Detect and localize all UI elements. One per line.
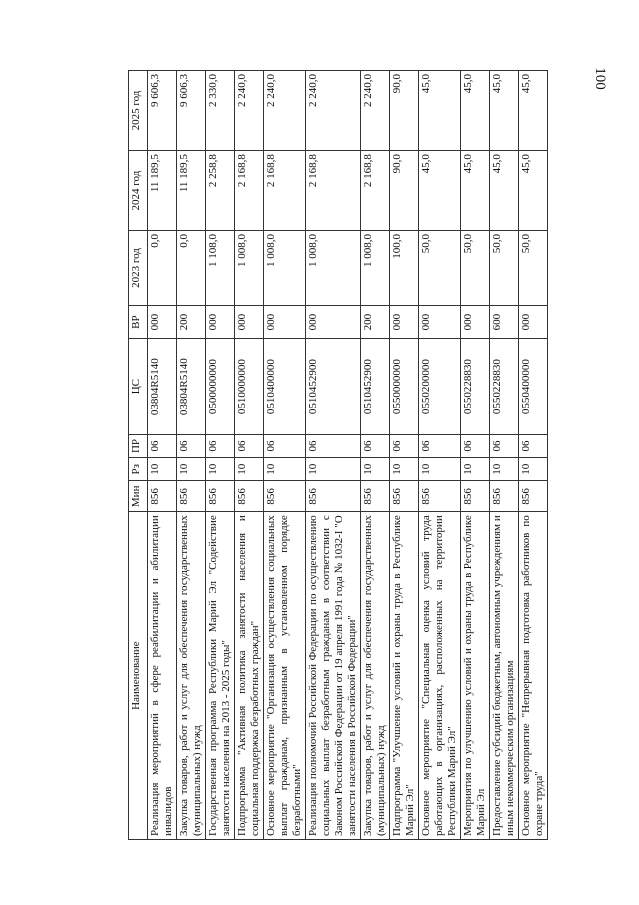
row-min: 856 (490, 481, 519, 512)
row-min: 856 (177, 481, 206, 512)
row-2025: 2 240,0 (264, 71, 306, 151)
row-pr: 06 (148, 434, 177, 457)
row-2025: 45,0 (519, 71, 548, 151)
row-2024: 45,0 (519, 151, 548, 231)
row-2025: 2 240,0 (306, 71, 361, 151)
table-row (235, 71, 264, 840)
row-name: Реализация мероприятий в сфере реабилитации и абилитации инвалидов (148, 512, 177, 840)
table-row (419, 71, 461, 840)
row-rz: 10 (519, 458, 548, 481)
row-pr: 06 (461, 434, 490, 457)
row-2024: 45,0 (490, 151, 519, 231)
row-pr: 06 (490, 434, 519, 457)
row-2024: 2 168,8 (361, 151, 390, 231)
row-2024: 90,0 (390, 151, 419, 231)
table-row (461, 71, 490, 840)
row-name: Государственная программа Республики Марий Эл "Содействие занятости населения на 2013 - 2025 годы" (206, 512, 235, 840)
row-cs: 0550200000 (419, 339, 461, 434)
row-rz: 10 (419, 458, 461, 481)
row-2025: 2 330,0 (206, 71, 235, 151)
row-2024: 2 258,8 (206, 151, 235, 231)
row-rz: 10 (461, 458, 490, 481)
row-name: Основное мероприятие "Организация осуществления социальных выплат гражданам, признанным в установленном порядке безработными" (264, 512, 306, 840)
row-min: 856 (264, 481, 306, 512)
header-cs: ЦС (129, 339, 148, 434)
row-2023: 1 008,0 (264, 231, 306, 306)
row-vr: 000 (206, 305, 235, 339)
row-vr: 000 (461, 305, 490, 339)
row-2023: 100,0 (390, 231, 419, 306)
header-pr: ПР (129, 434, 148, 457)
row-rz: 10 (148, 458, 177, 481)
row-2024: 11 189,5 (177, 151, 206, 231)
row-cs: 03804R5140 (177, 339, 206, 434)
table-header-row (129, 71, 148, 840)
row-vr: 000 (306, 305, 361, 339)
row-pr: 06 (419, 434, 461, 457)
table-row (490, 71, 519, 840)
table-row (361, 71, 390, 840)
row-min: 856 (519, 481, 548, 512)
row-2023: 1 108,0 (206, 231, 235, 306)
row-rz: 10 (177, 458, 206, 481)
row-2024: 2 168,8 (264, 151, 306, 231)
row-2023: 0,0 (177, 231, 206, 306)
row-rz: 10 (390, 458, 419, 481)
row-pr: 06 (519, 434, 548, 457)
header-2024: 2024 год (129, 151, 148, 231)
row-cs: 0510452900 (361, 339, 390, 434)
row-2023: 1 008,0 (306, 231, 361, 306)
table-row (206, 71, 235, 840)
row-pr: 06 (361, 434, 390, 457)
row-2025: 90,0 (390, 71, 419, 151)
row-name: Предоставление субсидий бюджетным, автономным учреждениям и иным некоммерческим организациям (490, 512, 519, 840)
row-pr: 06 (390, 434, 419, 457)
row-name: Закупка товаров, работ и услуг для обеспечения государственных (муниципальных) нужд (361, 512, 390, 840)
row-min: 856 (419, 481, 461, 512)
row-cs: 0510000000 (235, 339, 264, 434)
row-2025: 45,0 (419, 71, 461, 151)
row-rz: 10 (490, 458, 519, 481)
row-min: 856 (148, 481, 177, 512)
row-min: 856 (461, 481, 490, 512)
row-2025: 9 606,3 (177, 71, 206, 151)
header-rz: Рз (129, 458, 148, 481)
table-row (519, 71, 548, 840)
table-row (264, 71, 306, 840)
header-vr: ВР (129, 305, 148, 339)
row-2024: 45,0 (419, 151, 461, 231)
row-2024: 45,0 (461, 151, 490, 231)
row-rz: 10 (306, 458, 361, 481)
row-pr: 06 (235, 434, 264, 457)
row-cs: 0550400000 (519, 339, 548, 434)
row-name: Основное мероприятие "Специальная оценка условий труда работающих в организациях, расположенных на территории Республики Марий Эл" (419, 512, 461, 840)
row-pr: 06 (177, 434, 206, 457)
row-rz: 10 (235, 458, 264, 481)
row-2023: 1 008,0 (361, 231, 390, 306)
table-row (148, 71, 177, 840)
row-cs: 0500000000 (206, 339, 235, 434)
row-name: Мероприятия по улучшению условий и охраны труда в Республике Марий Эл (461, 512, 490, 840)
row-min: 856 (390, 481, 419, 512)
row-vr: 000 (264, 305, 306, 339)
row-2023: 1 008,0 (235, 231, 264, 306)
page-number: 100 (591, 67, 608, 90)
table-row (390, 71, 419, 840)
row-2023: 50,0 (519, 231, 548, 306)
row-min: 856 (235, 481, 264, 512)
header-2023: 2023 год (129, 231, 148, 306)
row-name: Закупка товаров, работ и услуг для обеспечения государственных (муниципальных) нужд (177, 512, 206, 840)
row-2023: 50,0 (490, 231, 519, 306)
row-2025: 45,0 (490, 71, 519, 151)
row-2024: 2 168,8 (235, 151, 264, 231)
row-pr: 06 (206, 434, 235, 457)
rotated-table-area (128, 70, 546, 840)
row-2025: 2 240,0 (361, 71, 390, 151)
row-name: Реализация полномочий Российской Федерации по осуществлению социальных выплат безработным гражданам в соответствии с Законом Российской Федерации от 19 апреля 1991 года № 1032-I "О занятости населения в Российской Федерации" (306, 512, 361, 840)
row-vr: 000 (519, 305, 548, 339)
row-vr: 200 (361, 305, 390, 339)
row-cs: 0550000000 (390, 339, 419, 434)
row-pr: 06 (306, 434, 361, 457)
row-vr: 600 (490, 305, 519, 339)
row-cs: 03804R5140 (148, 339, 177, 434)
row-min: 856 (206, 481, 235, 512)
row-rz: 10 (206, 458, 235, 481)
row-2025: 45,0 (461, 71, 490, 151)
row-2023: 50,0 (419, 231, 461, 306)
row-2024: 11 189,5 (148, 151, 177, 231)
row-min: 856 (306, 481, 361, 512)
row-cs: 0510400000 (264, 339, 306, 434)
row-2024: 2 168,8 (306, 151, 361, 231)
row-name: Подпрограмма "Улучшение условий и охраны труда в Республике Марий Эл" (390, 512, 419, 840)
row-name: Основное мероприятие "Непрерывная подготовка работников по охране труда" (519, 512, 548, 840)
header-name: Наименование (129, 512, 148, 840)
table-row (177, 71, 206, 840)
budget-table (128, 70, 548, 840)
row-2025: 2 240,0 (235, 71, 264, 151)
header-min: Мин (129, 481, 148, 512)
row-min: 856 (361, 481, 390, 512)
row-cs: 0510452900 (306, 339, 361, 434)
row-pr: 06 (264, 434, 306, 457)
row-vr: 000 (390, 305, 419, 339)
row-vr: 000 (235, 305, 264, 339)
table-row (306, 71, 361, 840)
row-2023: 0,0 (148, 231, 177, 306)
row-cs: 0550228830 (490, 339, 519, 434)
header-2025: 2025 год (129, 71, 148, 151)
row-vr: 000 (419, 305, 461, 339)
row-cs: 0550228830 (461, 339, 490, 434)
row-vr: 200 (177, 305, 206, 339)
row-2025: 9 606,3 (148, 71, 177, 151)
row-rz: 10 (264, 458, 306, 481)
row-vr: 000 (148, 305, 177, 339)
row-rz: 10 (361, 458, 390, 481)
row-name: Подпрограмма "Активная политика занятости населения и социальная поддержка безработных граждан" (235, 512, 264, 840)
row-2023: 50,0 (461, 231, 490, 306)
